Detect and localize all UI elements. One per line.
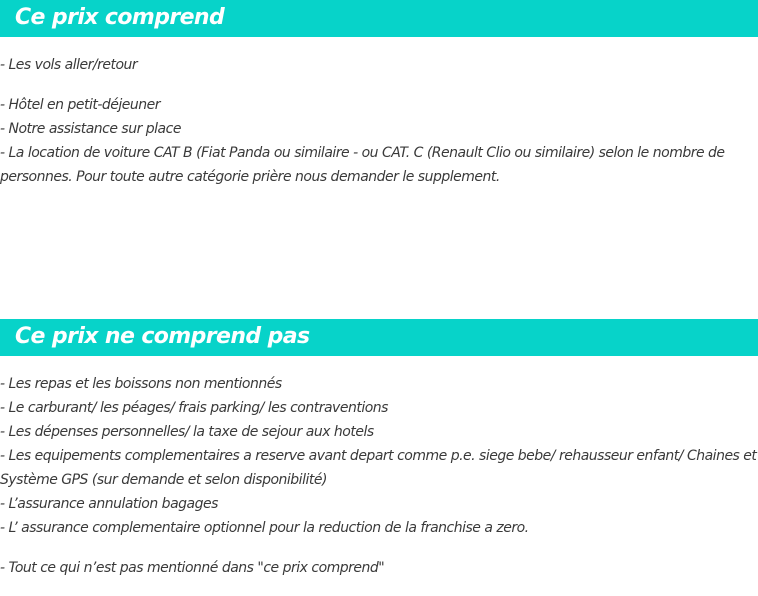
included-item-car-rental: - La location de voiture CAT B (Fiat Panda ou similaire - ou CAT. C (Renault Clio ou similaire) selon le nombre de <box>0 145 725 161</box>
excluded-item-not-mentioned: - Tout ce qui n’est pas mentionné dans "ce prix comprend" <box>0 560 385 576</box>
excluded-item-fuel: - Le carburant/ les péages/ frais parking/ les contraventions <box>0 400 388 416</box>
included-item-assistance: - Notre assistance sur place <box>0 121 181 137</box>
excluded-item-personal-expenses: - Les dépenses personnelles/ la taxe de sejour aux hotels <box>0 424 374 440</box>
excluded-section-title: Ce prix ne comprend pas <box>15 324 310 349</box>
excluded-item-equipment: - Les equipements complementaires a reserve avant depart comme p.e. siege bebe/ rehausseur enfant/ Chaines et <box>0 448 757 464</box>
excluded-item-optional-insurance: - L’ assurance complementaire optionnel pour la reduction de la franchise a zero. <box>0 520 529 536</box>
included-item-flights: - Les vols aller/retour <box>0 57 138 73</box>
excluded-item-meals: - Les repas et les boissons non mentionnés <box>0 376 282 392</box>
included-section-header <box>0 0 758 37</box>
excluded-item-baggage-insurance: - L’assurance annulation bagages <box>0 496 218 512</box>
included-section-title: Ce prix comprend <box>15 5 225 30</box>
excluded-item-equipment-continued: Système GPS (sur demande et selon disponibilité) <box>0 472 327 488</box>
excluded-section-header <box>0 319 758 356</box>
included-item-hotel: - Hôtel en petit-déjeuner <box>0 97 161 113</box>
included-item-car-rental-continued: personnes. Pour toute autre catégorie prière nous demander le supplement. <box>0 169 500 185</box>
